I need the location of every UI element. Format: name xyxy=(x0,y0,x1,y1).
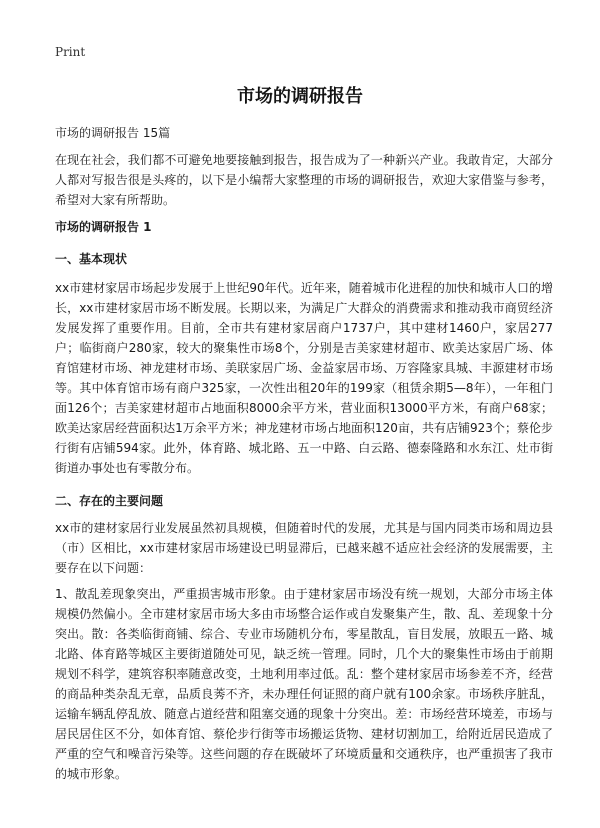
report-1-heading: 市场的调研报告 1 xyxy=(55,220,152,234)
section-1-heading: 一、基本现状 xyxy=(55,252,128,266)
intro-paragraph: 在现在社会，我们都不可避免地要接触到报告，报告成为了一种新兴产业。我敢肯定，大部分人都对写报告很是头疼的，以下是小编帮大家整理的市场的调研报告，欢迎大家借鉴与参考，希望对大家有所帮助。 xyxy=(55,153,553,207)
print-link[interactable]: Print xyxy=(55,45,86,59)
section-2-intro-paragraph: xx市的建材家居行业发展虽然初具规模，但随着时代的发展，尤其是与国内同类市场和周边县（市）区相比，xx市建材家居市场建设已明显滞后，已越来越不适应社会经济的发展需要，主要存在以下问题： xyxy=(55,521,553,575)
page-title: 市场的调研报告 xyxy=(237,86,363,107)
subtitle: 市场的调研报告 15篇 xyxy=(55,126,171,140)
section-2-point-1-paragraph: 1、散乱差现象突出，严重损害城市形象。由于建材家居市场没有统一规划，大部分市场主体规模仍然偏小。全市建材家居市场大多由市场整合运作或自发聚集产生，散、乱、差现象十分突出。散：各类临街商铺、综合、专业市场随机分布，零星散乱，盲目发展，放眼五一路、城北路、体育路等城区主要街道随处可见，缺乏统一管理。同时，几个大的聚集性市场由于前期规划不科学，建筑容积率随意改变，土地利用率过低。乱：整个建材家居市场参差不齐，经营的商品种类杂乱无章，品质良莠不齐，未办理任何证照的商户就有100余家。市场秩序脏乱，运输车辆乱停乱放、随意占道经营和阻塞交通的现象十分突出。差：市场经营环境差，市场与居民居住区不分，如体育馆、蔡伦步行街等市场搬运货物、建材切割加工，给附近居民造成了严重的空气和噪音污染等。这些问题的存在既破坏了环境质量和交通秩序，也严重损害了我市的城市形象。 xyxy=(55,587,553,781)
section-2-heading: 二、存在的主要问题 xyxy=(55,494,164,508)
section-1-paragraph: xx市建材家居市场起步发展于上世纪90年代。近年来，随着城市化进程的加快和城市人口的增长，xx市建材家居市场不断发展。长期以来，为满足广大群众的消费需求和推动我市商贸经济发展发挥了重要作用。目前，全市共有建材家居商户1737户，其中建材1460户，家居277户；临街商户280家，较大的聚集性市场8个，分别是吉美家建材超市、欧美达家居广场、体育馆建材市场、神龙建材市场、美联家居广场、金益家居市场、万容隆家具城、丰源建材市场等。其中体育馆市场有商户325家，一次性出租20年的199家（租赁余期5—8年），一年租门面126个；吉美家建材超市占地面积8000余平方米，营业面积13000平方米，有商户68家；欧美达家居经营面积达1万余平方米；神龙建材市场占地面积120亩，共有店铺923个；蔡伦步行街有店铺594家。此外，体育路、城北路、五一中路、白云路、德泰隆路和水东江、灶市街街道办事处也有零散分布。 xyxy=(55,281,553,475)
